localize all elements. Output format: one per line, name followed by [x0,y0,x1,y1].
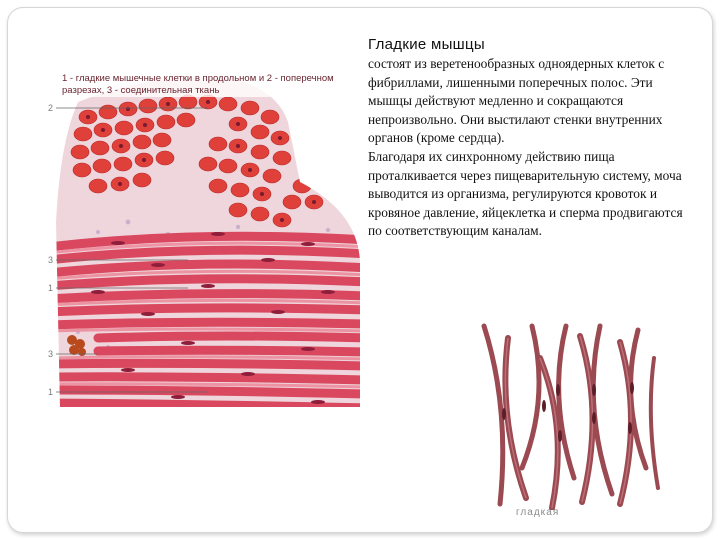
histology-label: 1 [48,283,54,293]
slide-body-text [368,55,698,241]
body-paragraph: состоят из веретенообразных одноядерных клеток с фибриллами, лишенными поперечных полос. Эти мышцы действуют медленно и сокращаются непроизвольно. Они выстилают стенки внутренних органов (кроме сердца). [368,56,665,146]
spindle-cells-illustration [470,318,660,510]
histology-label: 1 [48,387,54,397]
histology-label: 3 [48,255,54,265]
histology-label: 3 [48,349,54,359]
slide-title: Гладкие мышцы [368,36,485,53]
muscle-tissue-illustration [38,62,366,412]
histology-figure [38,62,366,412]
drawing-caption: гладкая [516,507,560,518]
smooth-muscle-cells-drawing [470,318,660,510]
histology-label: 2 [48,103,54,113]
body-paragraph: Благодаря их синхронному действию пища проталкивается через пищеварительную систему, моча выводится из организма, регулируются кровоток и кровяное давление, яйцеклетка и сперма продвигаются по соответствующим каналам. [368,148,683,239]
histology-caption: 1 - гладкие мышечные клетки в продольном и 2 - поперечном разрезах, 3 - соединительная ткань [60,73,364,97]
